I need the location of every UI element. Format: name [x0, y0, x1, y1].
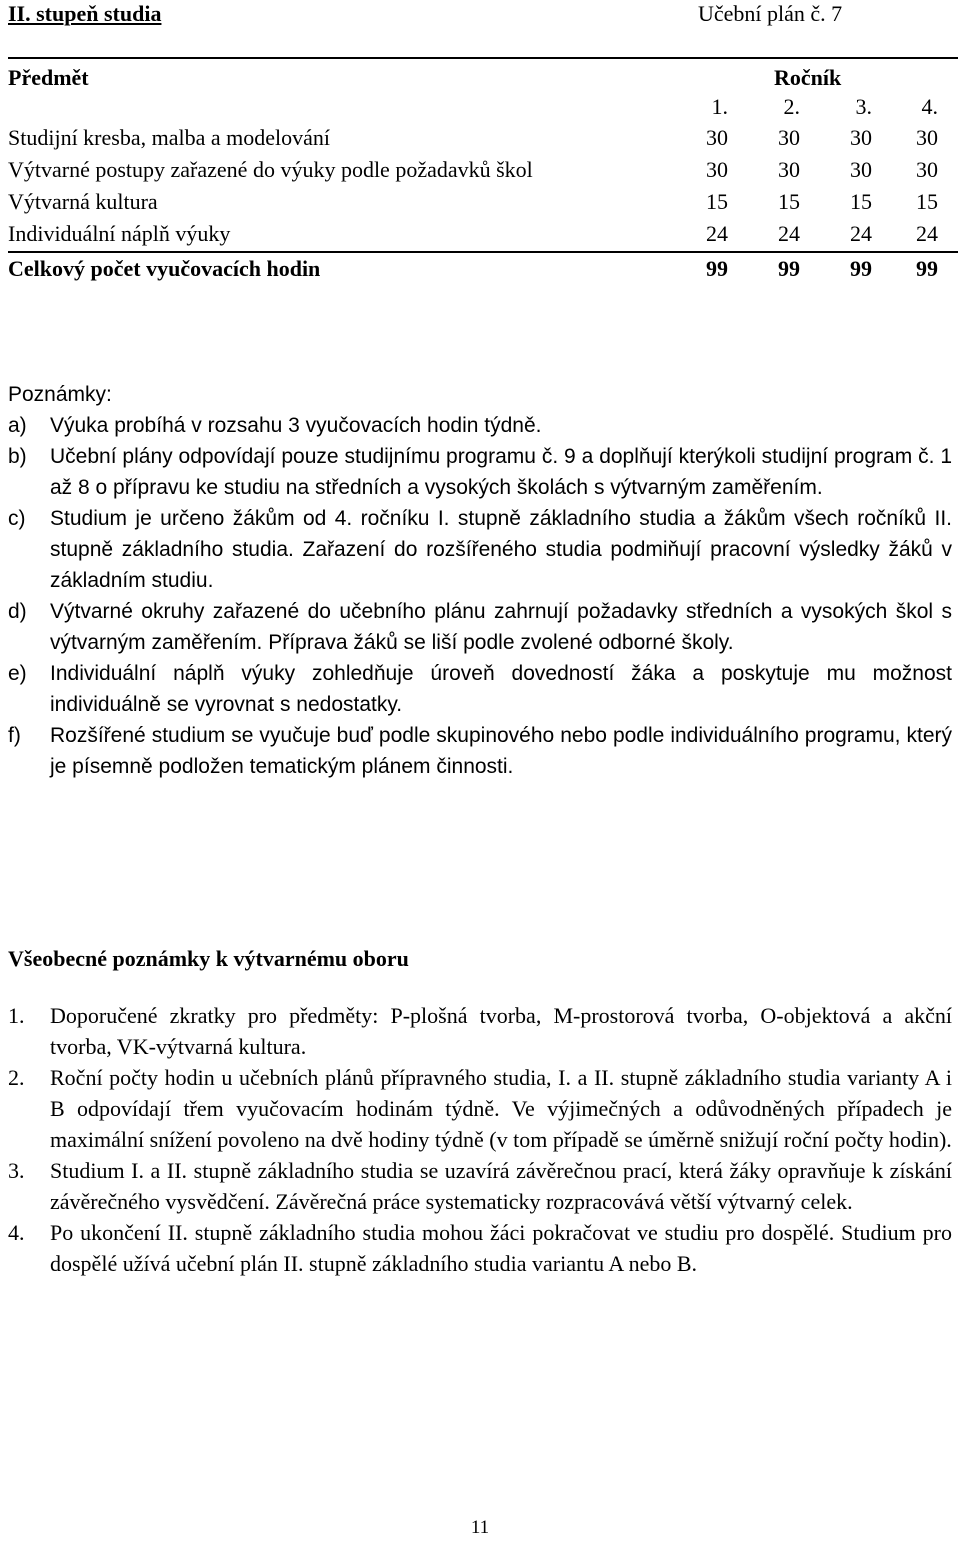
note-text: Výuka probíhá v rozsahu 3 vyučovacích hodin týdně.: [50, 414, 542, 437]
total-value: 99: [916, 256, 938, 281]
general-item-label: 2.: [8, 1065, 25, 1090]
subject-header: Předmět: [8, 65, 89, 90]
general-item-text: Po ukončení II. stupně základního studia mohou žáci pokračovat ve studiu pro dospělé. Studium pro dospělé užívá učební plán II. stupně základního studia variantu A nebo B.: [50, 1220, 952, 1276]
total-value: 99: [706, 256, 728, 281]
note-label: d): [8, 600, 27, 623]
note-text: Rozšířené studium se vyučuje buď podle skupinového nebo podle individuálního programu, který je písemně podložen tematickým plánem činnosti.: [50, 724, 952, 778]
table-top-rule: [8, 57, 958, 59]
general-item-text: Studium I. a II. stupně základního studia se uzavírá závěrečnou prací, která žáky opravňuje k získání závěrečného vysvědčení. Závěrečná práce systematicky rozpracovává větší výtvarný celek.: [50, 1158, 952, 1214]
table-row: [8, 218, 958, 249]
grade-4: 4.: [921, 94, 938, 119]
row-value: 24: [706, 221, 728, 246]
note-text: Výtvarné okruhy zařazené do učebního plánu zahrnují požadavky středních a vysokých škol s výtvarným zaměřením. Příprava žáků se liší podle zvolené odborné školy.: [50, 600, 952, 654]
plan-title: Učební plán č. 7: [698, 1, 843, 26]
row-value: 15: [916, 189, 938, 214]
note-label: b): [8, 445, 27, 468]
row-value: 30: [850, 125, 872, 150]
note-label: f): [8, 724, 21, 747]
page-header: [8, 0, 956, 30]
row-subject: Výtvarné postupy zařazené do výuky podle požadavků škol: [8, 157, 533, 182]
note-item: [8, 441, 952, 503]
row-value: 15: [778, 189, 800, 214]
note-item: [8, 658, 952, 720]
grade-header: Ročník: [774, 65, 842, 90]
notes-title: Poznámky:: [8, 383, 112, 406]
note-text: Studium je určeno žákům od 4. ročníku I. stupně základního studia a žákům všech ročníků II. stupně základního studia. Zařazení do rozšířeného studia podmiňují pracovní výsledky žáků v základním studiu.: [50, 507, 952, 592]
note-item: [8, 720, 952, 782]
total-row: [8, 253, 958, 284]
grade-3: 3.: [855, 94, 872, 119]
row-value: 30: [778, 125, 800, 150]
grade-1: 1.: [711, 94, 728, 119]
row-value: 30: [706, 125, 728, 150]
row-subject: Studijní kresba, malba a modelování: [8, 125, 330, 150]
row-value: 30: [916, 157, 938, 182]
notes-section: [8, 379, 952, 782]
table-total-rule: [8, 251, 958, 253]
note-label: e): [8, 662, 27, 685]
row-value: 24: [850, 221, 872, 246]
table-row: [8, 154, 958, 185]
note-item: [8, 503, 952, 596]
page-number: 11: [470, 1517, 490, 1538]
general-item-label: 4.: [8, 1220, 25, 1245]
general-item: [8, 1217, 952, 1279]
total-value: 99: [850, 256, 872, 281]
grade-2: 2.: [783, 94, 800, 119]
general-item: [8, 1155, 952, 1217]
note-item: [8, 410, 952, 441]
total-label: Celkový počet vyučovacích hodin: [8, 256, 321, 281]
general-item-label: 1.: [8, 1003, 25, 1028]
note-item: [8, 596, 952, 658]
row-subject: Individuální náplň výuky: [8, 221, 231, 246]
note-label: c): [8, 507, 26, 530]
general-notes-title: Všeobecné poznámky k výtvarnému oboru: [8, 946, 409, 971]
general-item-label: 3.: [8, 1158, 25, 1183]
row-value: 15: [706, 189, 728, 214]
section-title: II. stupeň studia: [8, 1, 162, 26]
row-value: 24: [778, 221, 800, 246]
general-notes-section: [8, 1000, 952, 1279]
row-value: 15: [850, 189, 872, 214]
general-item: [8, 1062, 952, 1155]
general-item-text: Roční počty hodin u učebních plánů přípravného studia, I. a II. stupně základního studia varianty A i B odpovídají třem vyučovacím hodinám týdně. Ve výjimečných a odůvodněných případech je maximální snížení povoleno na dvě hodiny týdně (v tom případě se úměrně snižují roční počty hodin).: [50, 1065, 952, 1152]
table-header-row: [8, 62, 958, 93]
note-text: Učební plány odpovídají pouze studijnímu programu č. 9 a doplňují kterýkoli studijní program č. 1 až 8 o přípravu ke studiu na středních a vysokých školách s výtvarným zaměřením.: [50, 445, 952, 499]
row-value: 24: [916, 221, 938, 246]
table-row: [8, 186, 958, 217]
row-value: 30: [916, 125, 938, 150]
total-value: 99: [778, 256, 800, 281]
table-row: [8, 122, 958, 153]
note-text: Individuální náplň výuky zohledňuje úroveň dovedností žáka a poskytuje mu možnost individuálně se vyrovnat s nedostatky.: [50, 662, 952, 716]
general-item: [8, 1000, 952, 1062]
row-value: 30: [850, 157, 872, 182]
note-label: a): [8, 414, 27, 437]
row-value: 30: [778, 157, 800, 182]
grades-row: [8, 91, 958, 122]
row-value: 30: [706, 157, 728, 182]
general-item-text: Doporučené zkratky pro předměty: P-plošná tvorba, M-prostorová tvorba, O-objektová a akční tvorba, VK-výtvarná kultura.: [50, 1003, 952, 1059]
row-subject: Výtvarná kultura: [8, 189, 158, 214]
